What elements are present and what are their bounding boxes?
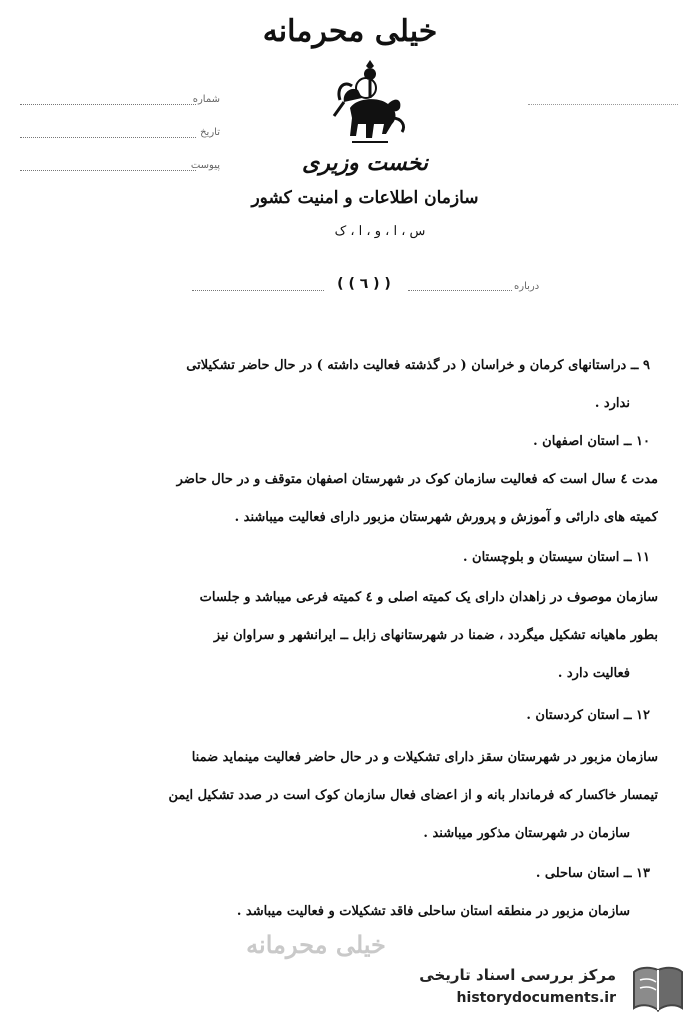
letter-date-label: تاریخ (200, 127, 220, 138)
organization-line-1: نخست وزیری (302, 150, 428, 176)
header-divider (528, 104, 678, 105)
body-line: سازمان در شهرستان مذکور میباشند . (423, 826, 630, 841)
body-line: ندارد . (594, 396, 630, 411)
body-line: فعالیت دارد . (557, 666, 630, 681)
subject-label: درباره (514, 281, 540, 292)
body-line: ١١ ــ استان سیستان و بلوچستان . (462, 550, 650, 565)
classification-stamp: خیلی محرمانه (246, 930, 386, 959)
body-line: کمیته های دارائی و آموزش و پرورش شهرستان مزبور دارای فعالیت میباشند . (234, 510, 658, 525)
body-line: مدت ٤ سال است که فعالیت سازمان کوک در شهرستان اصفهان متوقف و در حال حاضر (176, 472, 658, 487)
classification-heading: خیلی محرمانه (262, 14, 438, 49)
body-line: سازمان مزبور در منطقه استان ساحلی فاقد تشکیلات و فعالیت میباشد . (236, 904, 630, 919)
body-line: ١٢ ــ استان کردستان . (526, 708, 650, 723)
subject-line-right (408, 290, 512, 291)
body-line: تیمسار خاکسار که فرماندار بانه و از اعضای فعال سازمان کوک است در صدد تشکیل ایمن (168, 788, 658, 803)
body-line: سازمان مزبور در شهرستان سقز دارای تشکیلات و در حال حاضر فعالیت مینماید ضمنا (191, 750, 658, 765)
page-number: ( ( ٦ ) ) (337, 276, 391, 292)
letter-number-label: شماره (192, 94, 220, 105)
body-line: ١٣ ــ استان ساحلی . (535, 866, 650, 881)
organization-line-2: سازمان اطلاعات و امنیت کشور (251, 188, 479, 208)
archive-watermark (414, 962, 694, 1018)
organization-abbreviation: س ، ا ، و ، ا ، ک (334, 224, 426, 239)
body-line: ٩ ــ دراستانهای کرمان و خراسان ( در گذشته فعالیت داشته ) در حال حاضر تشکیلاتی (186, 358, 650, 373)
attachment-field (20, 160, 220, 178)
letter-date-field (20, 127, 220, 145)
letter-number-field (20, 94, 220, 112)
open-book-icon (630, 964, 686, 1016)
body-line: سازمان موصوف در زاهدان دارای یک کمیته اصلی و ٤ کمیته فرعی میباشد و جلسات (199, 590, 658, 605)
watermark-title: مرکز بررسی اسناد تاریخی (419, 966, 616, 984)
attachment-label: پیوست (190, 160, 220, 171)
subject-line-left (192, 290, 324, 291)
body-line: ١٠ ــ استان اصفهان . (533, 434, 650, 449)
lion-and-sun-emblem-icon (322, 58, 418, 154)
watermark-site: historydocuments.ir (456, 990, 616, 1006)
body-line: بطور ماهیانه تشکیل میگردد ، ضمنا در شهرستانهای زابل ــ ایرانشهر و سراوان نیز (213, 628, 658, 643)
